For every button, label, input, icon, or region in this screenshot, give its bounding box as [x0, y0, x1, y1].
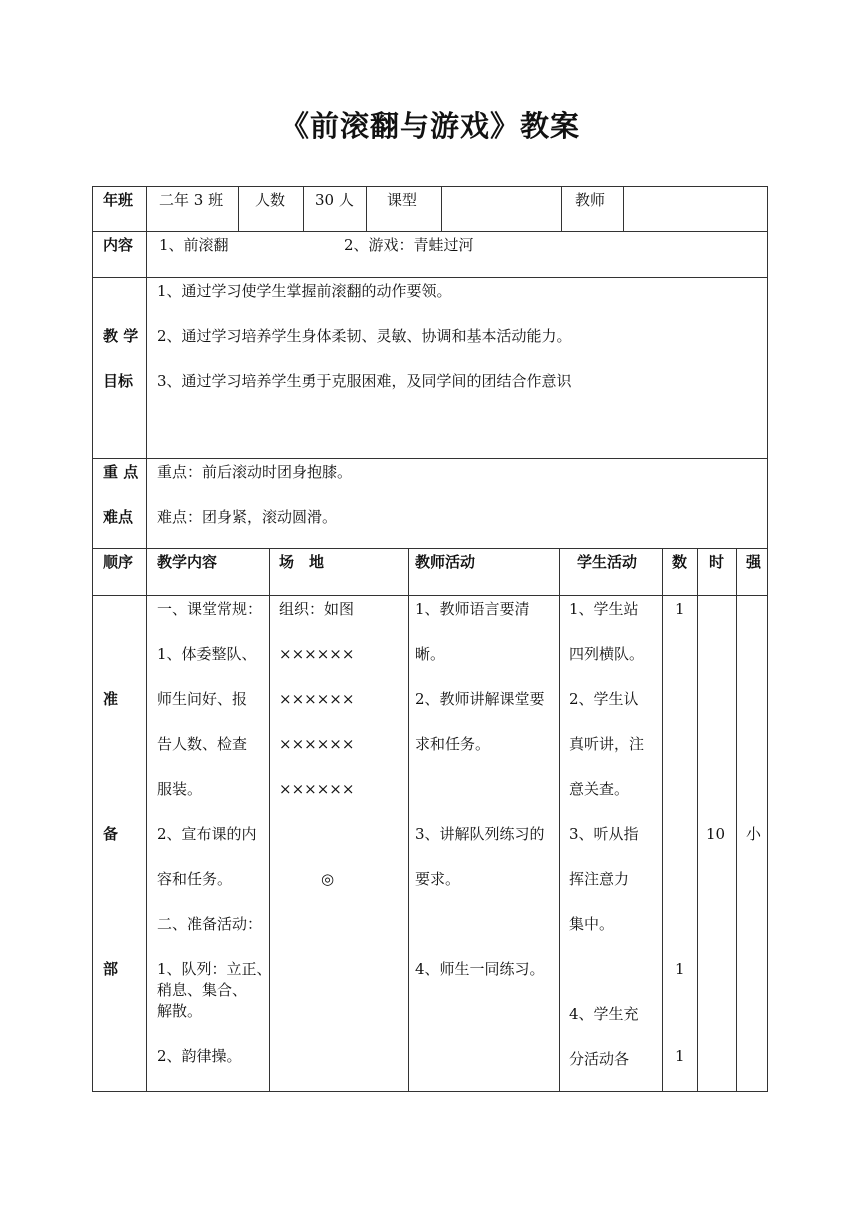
- teacher-label: 教师: [575, 191, 606, 209]
- key-label-line1: 重 点: [103, 463, 139, 481]
- time-value: 10: [706, 825, 726, 843]
- header-venue: 场 地: [279, 553, 325, 571]
- count-label: 人数: [255, 191, 286, 209]
- content-line: 2、宣布课的内: [157, 825, 257, 843]
- content-line: 稍息、集合、: [157, 981, 248, 999]
- student-activity-line: 4、学生充: [569, 1005, 639, 1023]
- count-value: 1: [675, 600, 685, 618]
- class-value: 二年 3 班: [159, 191, 224, 209]
- student-activity-line: 分活动各: [569, 1050, 630, 1068]
- goals-label-line2: 目标: [103, 372, 134, 390]
- student-activity-line: 集中。: [569, 915, 615, 933]
- teacher-activity-line: 4、师生一同练习。: [415, 960, 545, 978]
- content-item-1: 1、前滚翻: [159, 236, 229, 254]
- content-line: 二、准备活动：: [157, 915, 263, 933]
- header-student-activity: 学生活动: [577, 553, 638, 571]
- student-activity-line: 1、学生站: [569, 600, 639, 618]
- info-row: [92, 186, 768, 232]
- key-point: 重点：前后滚动时团身抱膝。: [157, 463, 353, 481]
- content-line: 1、体委整队、: [157, 645, 257, 663]
- content-item-2: 2、游戏：青蛙过河: [344, 236, 474, 254]
- section-label-char: 部: [103, 960, 119, 978]
- count-value: 1: [675, 1047, 685, 1065]
- header-time: 时: [709, 553, 725, 571]
- header-count: 数: [672, 553, 688, 571]
- goals-row: [92, 277, 768, 459]
- difficult-point: 难点：团身紧，滚动圆滑。: [157, 508, 338, 526]
- venue-formation-row: ××××××: [279, 690, 355, 708]
- content-line: 2、韵律操。: [157, 1047, 242, 1065]
- goal-item: 2、通过学习培养学生身体柔韧、灵敏、协调和基本活动能力。: [157, 327, 572, 345]
- venue-line: 组织：如图: [279, 600, 355, 618]
- lesson-plan-table: [92, 186, 768, 1092]
- content-line: 师生问好、报: [157, 690, 248, 708]
- intensity-value: 小: [746, 825, 762, 843]
- goal-item: 1、通过学习使学生掌握前滚翻的动作要领。: [157, 282, 452, 300]
- teacher-activity-line: 2、教师讲解课堂要: [415, 690, 545, 708]
- teacher-activity-line: 3、讲解队列练习的: [415, 825, 545, 843]
- header-order: 顺序: [103, 553, 134, 571]
- document-title: 《前滚翻与游戏》教案: [279, 109, 580, 143]
- type-label: 课型: [387, 191, 418, 209]
- key-points-row: [92, 458, 768, 549]
- content-line: 一、课堂常规：: [157, 600, 263, 618]
- student-activity-line: 真听讲，注: [569, 735, 645, 753]
- student-activity-line: 3、听从指: [569, 825, 639, 843]
- venue-formation-row: ××××××: [279, 645, 355, 663]
- goals-label-line1: 教 学: [103, 327, 139, 345]
- teacher-activity-line: 晰。: [415, 645, 446, 663]
- content-line: 告人数、检查: [157, 735, 248, 753]
- teacher-position-symbol: ◎: [321, 870, 335, 888]
- content-row: [92, 231, 768, 278]
- count-value: 1: [675, 960, 685, 978]
- teacher-activity-line: 求和任务。: [415, 735, 491, 753]
- header-intensity: 强: [746, 553, 762, 571]
- venue-formation-row: ××××××: [279, 735, 355, 753]
- teacher-activity-line: 要求。: [415, 870, 461, 888]
- student-activity-line: 2、学生认: [569, 690, 639, 708]
- table-header-row: [92, 548, 768, 596]
- content-line: 服装。: [157, 780, 203, 798]
- count-value: 30 人: [315, 191, 354, 209]
- content-line: 1、队列：立正、: [157, 960, 272, 978]
- section-label-char: 准: [103, 690, 119, 708]
- content-label: 内容: [103, 236, 134, 254]
- content-line: 解散。: [157, 1002, 203, 1020]
- header-teacher-activity: 教师活动: [415, 553, 476, 571]
- student-activity-line: 挥注意力: [569, 870, 630, 888]
- header-content: 教学内容: [157, 553, 218, 571]
- section-label-char: 备: [103, 825, 119, 843]
- content-line: 容和任务。: [157, 870, 233, 888]
- teacher-activity-line: 1、教师语言要清: [415, 600, 530, 618]
- goal-item: 3、通过学习培养学生勇于克服困难，及同学间的团结合作意识: [157, 372, 572, 390]
- student-activity-line: 意关查。: [569, 780, 630, 798]
- student-activity-line: 四列横队。: [569, 645, 645, 663]
- prep-section-row: [92, 595, 768, 1092]
- venue-formation-row: ××××××: [279, 780, 355, 798]
- key-label-line2: 难点: [103, 508, 134, 526]
- class-label: 年班: [103, 191, 134, 209]
